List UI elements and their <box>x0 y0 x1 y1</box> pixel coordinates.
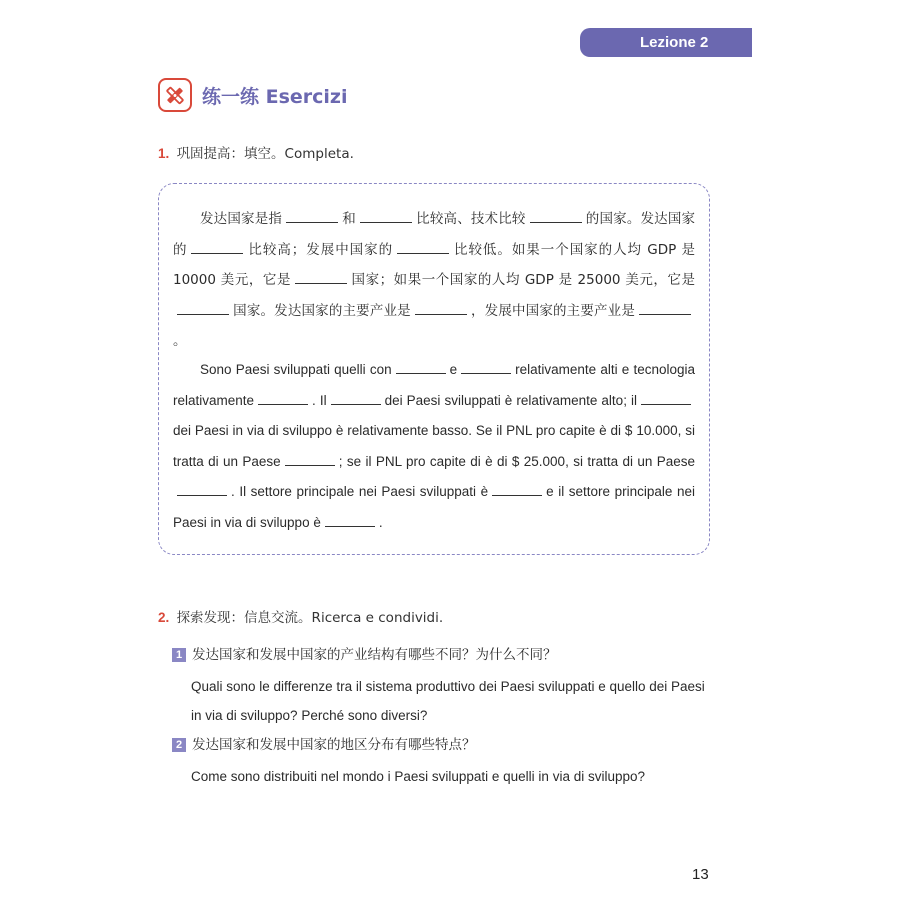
pencil-ruler-icon <box>158 78 192 112</box>
question-1-number: 1. <box>158 146 170 161</box>
item-badge: 2 <box>172 738 186 752</box>
blank[interactable] <box>331 390 381 405</box>
blank[interactable] <box>258 390 308 405</box>
question-2-instruction: 探索发现：信息交流。Ricerca e condividi. <box>176 610 444 626</box>
discussion-item-2 <box>172 736 712 791</box>
blank[interactable] <box>325 512 375 527</box>
blank[interactable] <box>286 208 338 223</box>
item-badge: 1 <box>172 648 186 662</box>
item-italian-text: Quali sono le differenze tra il sistema produttivo dei Paesi sviluppati e quello dei Paesi in via di sviluppo? Perché sono diversi? <box>191 679 705 723</box>
fill-in-exercise-box <box>158 183 710 555</box>
blank[interactable] <box>461 359 511 374</box>
blank[interactable] <box>285 451 335 466</box>
blank[interactable] <box>415 300 467 315</box>
blank[interactable] <box>397 239 449 254</box>
question-1-heading <box>158 142 354 162</box>
blank[interactable] <box>641 390 691 405</box>
question-2-heading <box>158 606 443 626</box>
page-number: 13 <box>692 866 709 883</box>
item-chinese-text: 发达国家和发展中国家的产业结构有哪些不同？为什么不同？ <box>192 647 557 663</box>
blank[interactable] <box>360 208 412 223</box>
blank[interactable] <box>492 481 542 496</box>
item-chinese-text: 发达国家和发展中国家的地区分布有哪些特点？ <box>192 737 476 753</box>
blank[interactable] <box>396 359 446 374</box>
question-2-number: 2. <box>158 610 170 625</box>
question-1-instruction: 巩固提高：填空。Completa. <box>176 146 354 162</box>
italian-passage: Sono Paesi sviluppati quelli con e relativamente alti e tecnologia relativamente . Il dei Paesi sviluppati è relativamente alto; ildei Paesi in via di sviluppo è relativamente basso. Se il PNL pro capite è di $ 10.000, si tratta di un Paese ; se il PNL pro capite di è di $ 25.000, si tratta di un Paese. Il settore principale nei Paesi sviluppati è e il settore principale nei Paesi in via di sviluppo è . <box>173 355 695 538</box>
chinese-passage: 发达国家是指 和 比较高、技术比较 的国家。发达国家的 比较高；发展中国家的 比较低。如果一个国家的人均 GDP 是 10000 美元，它是 国家；如果一个国家的人均 GDP 是 25000 美元，它是国家。发达国家的主要产业是 ，发展中国家的主要产业是。 <box>173 204 695 357</box>
lesson-label: Lezione 2 <box>640 34 709 51</box>
blank[interactable] <box>530 208 582 223</box>
discussion-item-1 <box>172 646 712 730</box>
section-header <box>158 78 348 112</box>
blank[interactable] <box>295 269 347 284</box>
section-title: 练一练 Esercizi <box>202 85 348 108</box>
item-italian-text: Come sono distribuiti nel mondo i Paesi sviluppati e quelli in via di sviluppo? <box>191 769 645 784</box>
blank[interactable] <box>639 300 691 315</box>
blank[interactable] <box>177 300 229 315</box>
blank[interactable] <box>191 239 243 254</box>
lesson-tab <box>580 28 752 57</box>
blank[interactable] <box>177 481 227 496</box>
